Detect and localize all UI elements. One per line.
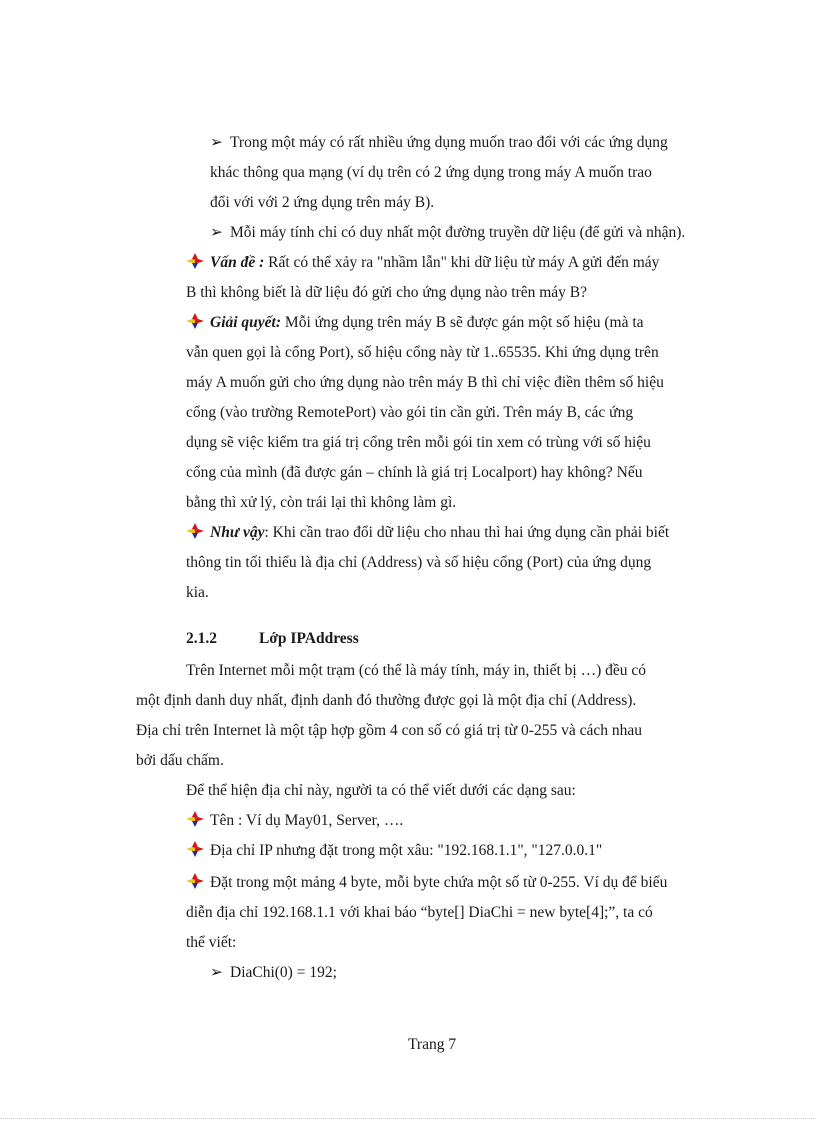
van-de-text: Rất có thể xảy ra "nhầm lẫn" khi dữ liệu từ máy A gửi đến máy [268,254,660,271]
arrow-bullet-icon: ➢ [210,224,223,241]
giai-quyet-continuation: cổng của mình (đã được gán – chính là giá trị Localport) hay không? Nếu [186,464,643,481]
nhu-vay-continuation: thông tin tối thiểu là địa chỉ (Address) và số hiệu cổng (Port) của ứng dụng [186,554,652,571]
giai-quyet-continuation: vẫn quen gọi là cổng Port), số hiệu cổng này từ 1..65535. Khi ứng dụng trên [186,344,659,361]
giai-quyet-continuation: máy A muốn gửi cho ứng dụng nào trên máy B thì chỉ việc điền thêm số hiệu [186,374,664,391]
arrow-bullet-icon: ➢ [210,134,223,151]
van-de-continuation: B thì không biết là dữ liệu đó gửi cho ứng dụng nào trên máy B? [186,284,588,301]
section-heading [186,629,359,649]
pin-bullet-icon [186,811,204,827]
form-item-text: Địa chỉ IP nhưng đặt trong một xâu: "192.168.1.1", "127.0.0.1" [210,842,603,859]
paragraph-line: Trên Internet mỗi một trạm (có thể là máy tính, máy in, thiết bị …) đều có [186,662,647,679]
pin-bullet-icon [186,313,204,329]
pin-bullet-icon [186,253,204,269]
page-number: Trang 7 [408,1036,457,1053]
bullet-text: Trong một máy có rất nhiều ứng dụng muốn trao đổi với các ứng dụng [230,134,668,151]
pin-bullet-icon [186,841,204,857]
bullet-item [210,133,668,153]
form-item-text: Đặt trong một mảng 4 byte, mỗi byte chứa một số từ 0-255. Ví dụ để biểu [210,874,668,891]
form-item-text: Tên : Ví dụ May01, Server, …. [210,812,404,829]
giai-quyet-continuation: dụng sẽ việc kiểm tra giá trị cổng trên mỗi gói tin xem có trùng với số hiệu [186,434,651,451]
bullet-item [210,223,685,243]
nhu-vay-text: : Khi cần trao đổi dữ liệu cho nhau thì hai ứng dụng cần phải biết [264,524,670,541]
form-item-continuation: diễn địa chỉ 192.168.1.1 với khai báo “byte[] DiaChi = new byte[4];”, ta có [186,904,653,921]
giai-quyet-continuation: cổng (vào trường RemotePort) vào gói tin cần gửi. Trên máy B, các ứng [186,404,634,421]
bullet-continuation: đổi với với 2 ứng dụng trên máy B). [210,194,435,211]
code-bullet [210,963,337,983]
giai-quyet-text: Mỗi ứng dụng trên máy B sẽ được gán một số hiệu (mà ta [284,314,644,331]
form-item-ip [186,841,602,861]
form-item-name [186,811,403,831]
nhu-vay-paragraph [186,523,669,543]
bullet-text: Mỗi máy tính chỉ có duy nhất một đường truyền dữ liệu (để gửi và nhận). [230,224,686,241]
form-item-continuation: thể viết: [186,934,237,951]
form-item-byte [186,873,667,893]
pin-bullet-icon [186,873,204,889]
section-number: 2.1.2 [186,630,217,647]
paragraph-line: Địa chỉ trên Internet là một tập hợp gồm 4 con số có giá trị từ 0-255 và cách nhau [136,722,642,739]
giai-quyet-paragraph [186,313,644,333]
giai-quyet-label: Giải quyết: [210,314,282,331]
paragraph-line: Để thể hiện địa chỉ này, người ta có thể viết dưới các dạng sau: [186,782,576,799]
section-title: Lớp IPAddress [259,630,359,647]
nhu-vay-label: Như vậy [210,524,265,541]
van-de-paragraph [186,253,659,273]
van-de-label: Vấn đề : [210,254,265,271]
paragraph-line: bởi dấu chấm. [136,752,224,769]
nhu-vay-continuation: kia. [186,584,209,601]
arrow-bullet-icon: ➢ [210,964,223,981]
giai-quyet-continuation: bằng thì xử lý, còn trái lại thì không làm gì. [186,494,457,511]
bullet-continuation: khác thông qua mạng (ví dụ trên có 2 ứng dụng trong máy A muốn trao [210,164,652,181]
pin-bullet-icon [186,523,204,539]
code-text: DiaChi(0) = 192; [230,964,337,981]
page-bottom-divider [0,1118,816,1119]
paragraph-line: một định danh duy nhất, định danh đó thường được gọi là một địa chỉ (Address). [136,692,637,709]
